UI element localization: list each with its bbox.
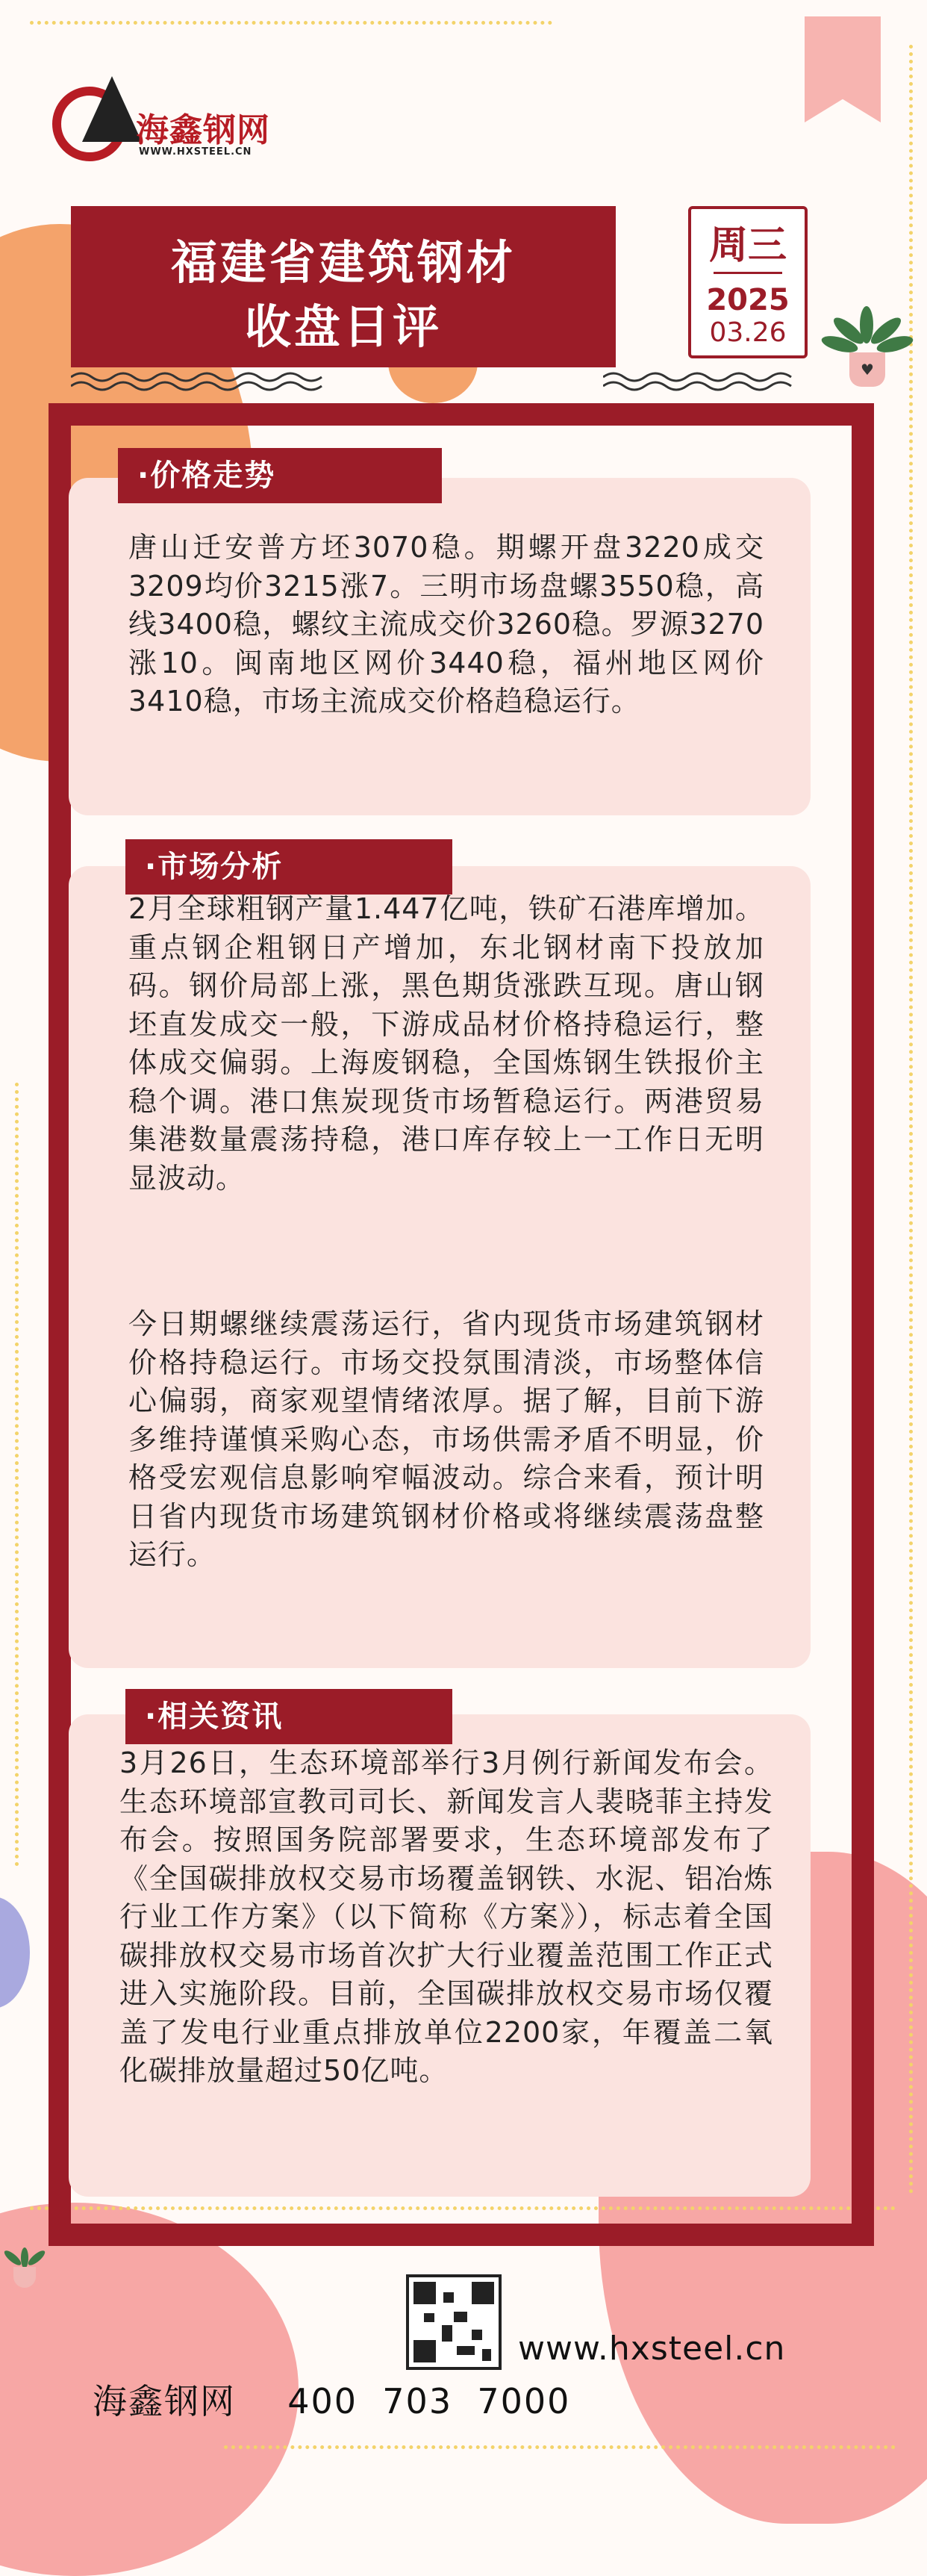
related-news-text: 3月26日，生态环境部举行3月例行新闻发布会。生态环境部宣教司司长、新闻发言人裴晓菲主持发布会。按照国务院部署要求，生态环境部发布了《全国碳排放权交易市场覆盖钢铁、水泥、铝冶炼行业工作方案》（以下简称《方案》），标志着全国碳排放权交易市场首次扩大行业覆盖范围工作正式进入实施阶段。目前，全国碳排放权交易市场仅覆盖了发电行业重点排放单位2200家，年覆盖二氧化碳排放量超过50亿吨。 bbox=[119, 1746, 773, 2087]
potted-plant-icon: ♥ bbox=[827, 306, 909, 403]
date-divider bbox=[714, 272, 782, 274]
wave-ornament-right bbox=[603, 370, 797, 392]
qr-code[interactable] bbox=[406, 2274, 502, 2370]
title-line-2: 收盘日评 bbox=[244, 299, 442, 354]
small-potted-plant-icon bbox=[3, 2247, 48, 2300]
title-line-1: 福建省建筑钢材 bbox=[170, 235, 516, 290]
date-year: 2025 bbox=[706, 283, 790, 317]
page-title bbox=[71, 206, 616, 367]
dotted-line-right bbox=[909, 45, 913, 2195]
date-weekday: 周三 bbox=[708, 223, 787, 268]
date-badge bbox=[688, 206, 808, 358]
logo-mountain-icon bbox=[82, 76, 142, 142]
footer-phone[interactable]: 400 703 7000 bbox=[287, 2381, 571, 2421]
logo-name: 海鑫钢网 bbox=[136, 111, 270, 149]
market-analysis-text-2: 今日期螺继续震荡运行，省内现货市场建筑钢材价格持稳运行。市场交投氛围清淡，市场整体信心偏弱，商家观望情绪浓厚。据了解，目前下游多维持谨慎采购心态，市场供需矛盾不明显，价格受宏观信息影响窄幅波动。综合来看，预计明日省内现货市场建筑钢材价格或将继续震荡盘整运行。 bbox=[128, 1307, 764, 1571]
logo-url: WWW.HXSTEEL.CN bbox=[139, 146, 252, 158]
price-trend-heading: ·价格走势 bbox=[118, 448, 442, 503]
brand-logo bbox=[52, 76, 291, 166]
dotted-line-left bbox=[15, 1083, 19, 1867]
market-analysis-text-1: 2月全球粗钢产量1.447亿吨，铁矿石港库增加。重点钢企粗钢日产增加，东北钢材南下投放加码。钢价局部上涨，黑色期货涨跌互现。唐山钢坯直发成交一般，下游成品材价格持稳运行，整体成交偏弱。上海废钢稳，全国炼钢生铁报价主稳个调。港口焦炭现货市场暂稳运行。两港贸易集港数量震荡持稳，港口库存较上一工作日无明显波动。 bbox=[128, 892, 764, 1195]
dotted-line-footer bbox=[224, 2445, 896, 2449]
price-trend-text: 唐山迁安普方坯3070稳。期螺开盘3220成交3209均价3215涨7。三明市场盘螺3550稳，高线3400稳，螺纹主流成交价3260稳。罗源3270涨10。闽南地区网价3440稳，福州地区网价3410稳，市场主流成交价格趋稳运行。 bbox=[128, 531, 764, 718]
footer-company-name: 海鑫钢网 bbox=[93, 2381, 236, 2421]
related-news-heading: ·相关资讯 bbox=[125, 1689, 452, 1744]
decorative-purple-blob bbox=[0, 1897, 30, 2009]
wave-ornament-left bbox=[71, 370, 325, 392]
footer-website-link[interactable]: www.hxsteel.cn bbox=[518, 2330, 786, 2368]
bookmark-ribbon bbox=[805, 16, 881, 122]
market-analysis-heading: ·市场分析 bbox=[125, 839, 452, 895]
dotted-line-top bbox=[30, 21, 552, 25]
date-month-day: 03.26 bbox=[709, 317, 787, 348]
footer-contact bbox=[93, 2374, 570, 2424]
